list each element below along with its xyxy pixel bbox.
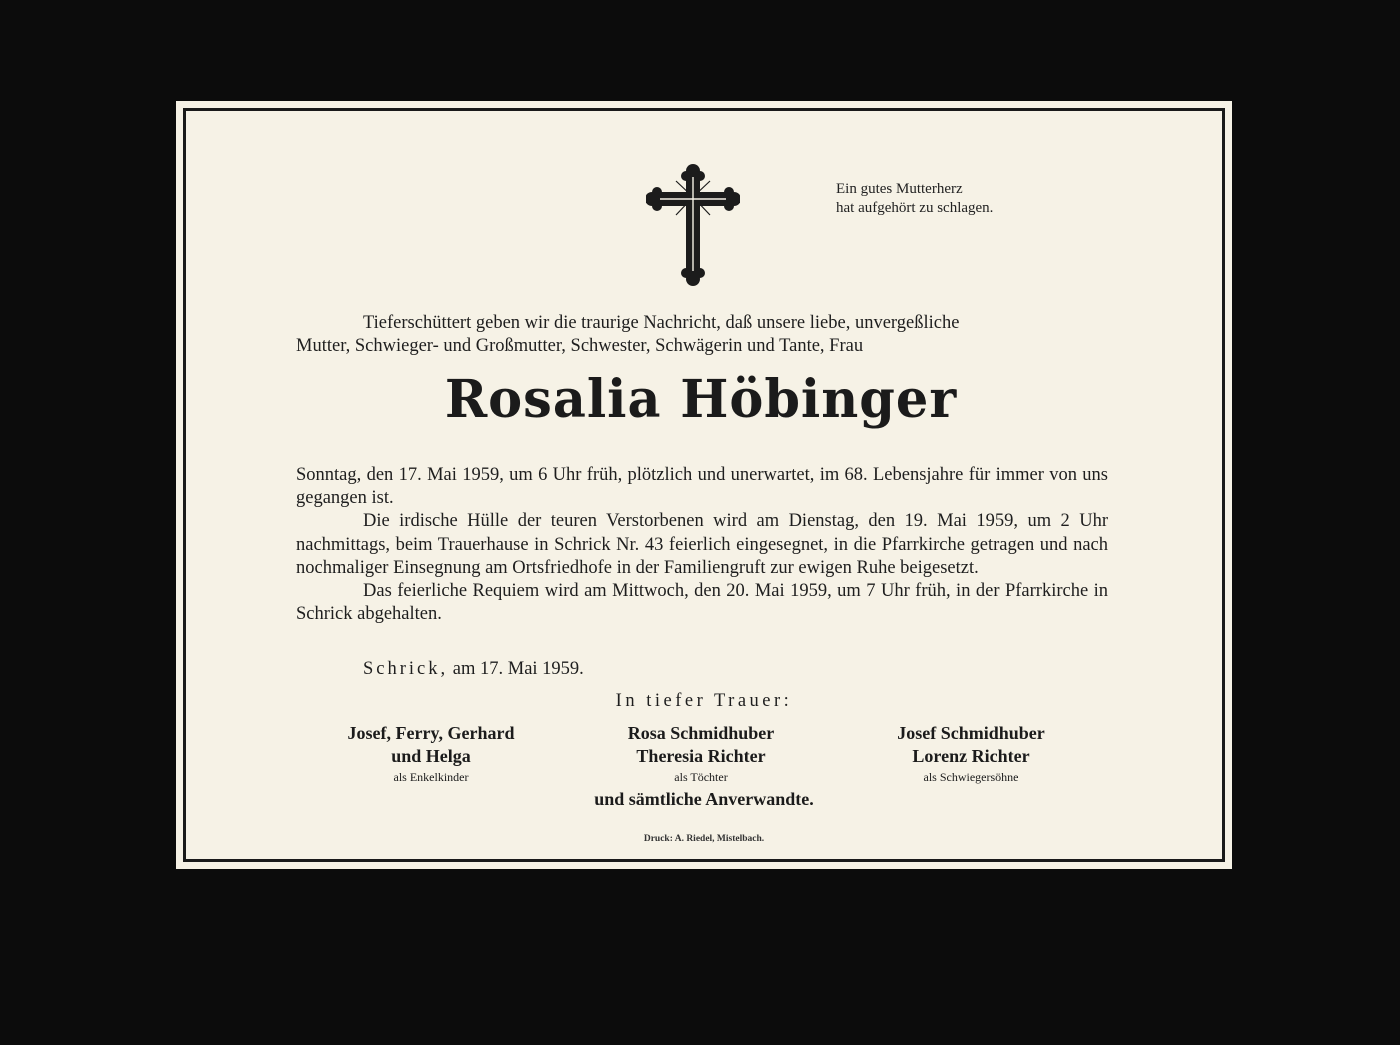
mourner-group-sons-in-law [856,722,1086,785]
mourner-relation: als Schwiegersöhne [923,770,1019,784]
place: Schrick, [363,659,449,679]
mourner-names: Josef, Ferry, Gerhard [347,723,515,743]
cross-icon [646,163,740,287]
printer-imprint: Druck: A. Riedel, Mistelbach. [643,834,765,844]
mourner-names: Lorenz Richter [912,746,1030,766]
mourner-group-grandchildren [316,722,546,785]
date: am 17. Mai 1959. [452,659,584,679]
announcement-body [296,464,1108,626]
intro-line-1: Tieferschüttert geben wir die traurige Nachricht, daß unsere liebe, unvergeßliche [363,313,960,333]
mourner-group-daughters [586,722,816,785]
obituary-card [176,101,1232,869]
paragraph-requiem: Das feierliche Requiem wird am Mittwoch, den 20. Mai 1959, um 7 Uhr früh, in der Pfarrkirche in Schrick abgehalten. [296,581,1108,625]
mourner-names: Theresia Richter [636,746,766,766]
paragraph-funeral: Die irdische Hülle der teuren Verstorbenen wird am Dienstag, den 19. Mai 1959, um 2 Uhr nachmittags, beim Trauerhause in Schrick Nr. 43 feierlich eingesegnet, in die Pfarrkirche getragen und nach nochmaliger Einsegnung am Ortsfriedhofe in der Familiengruft zur ewigen Ruhe beigesetzt. [296,511,1108,578]
motto-line-2: hat aufgehört zu schlagen. [836,200,994,216]
motto [836,180,993,218]
closing-line: und sämtliche Anverwandte. [594,789,814,809]
mourning-heading: In tiefer Trauer: [615,691,793,711]
mourner-relation: als Enkelkinder [393,770,469,784]
mourner-relation: als Töchter [674,770,728,784]
intro-line-2: Mutter, Schwieger- und Großmutter, Schwester, Schwägerin und Tante, Frau [296,336,864,356]
place-date [363,659,584,680]
deceased-name: Rosalia Höbinger [444,369,958,430]
paragraph-death: Sonntag, den 17. Mai 1959, um 6 Uhr früh, plötzlich und unerwartet, im 68. Lebensjahre für immer von uns gegangen ist. [296,465,1108,509]
intro-text [296,312,1106,358]
motto-line-1: Ein gutes Mutterherz [836,181,963,197]
mourner-names: und Helga [391,746,471,766]
mourner-names: Rosa Schmidhuber [627,723,775,743]
mourner-names: Josef Schmidhuber [897,723,1045,743]
